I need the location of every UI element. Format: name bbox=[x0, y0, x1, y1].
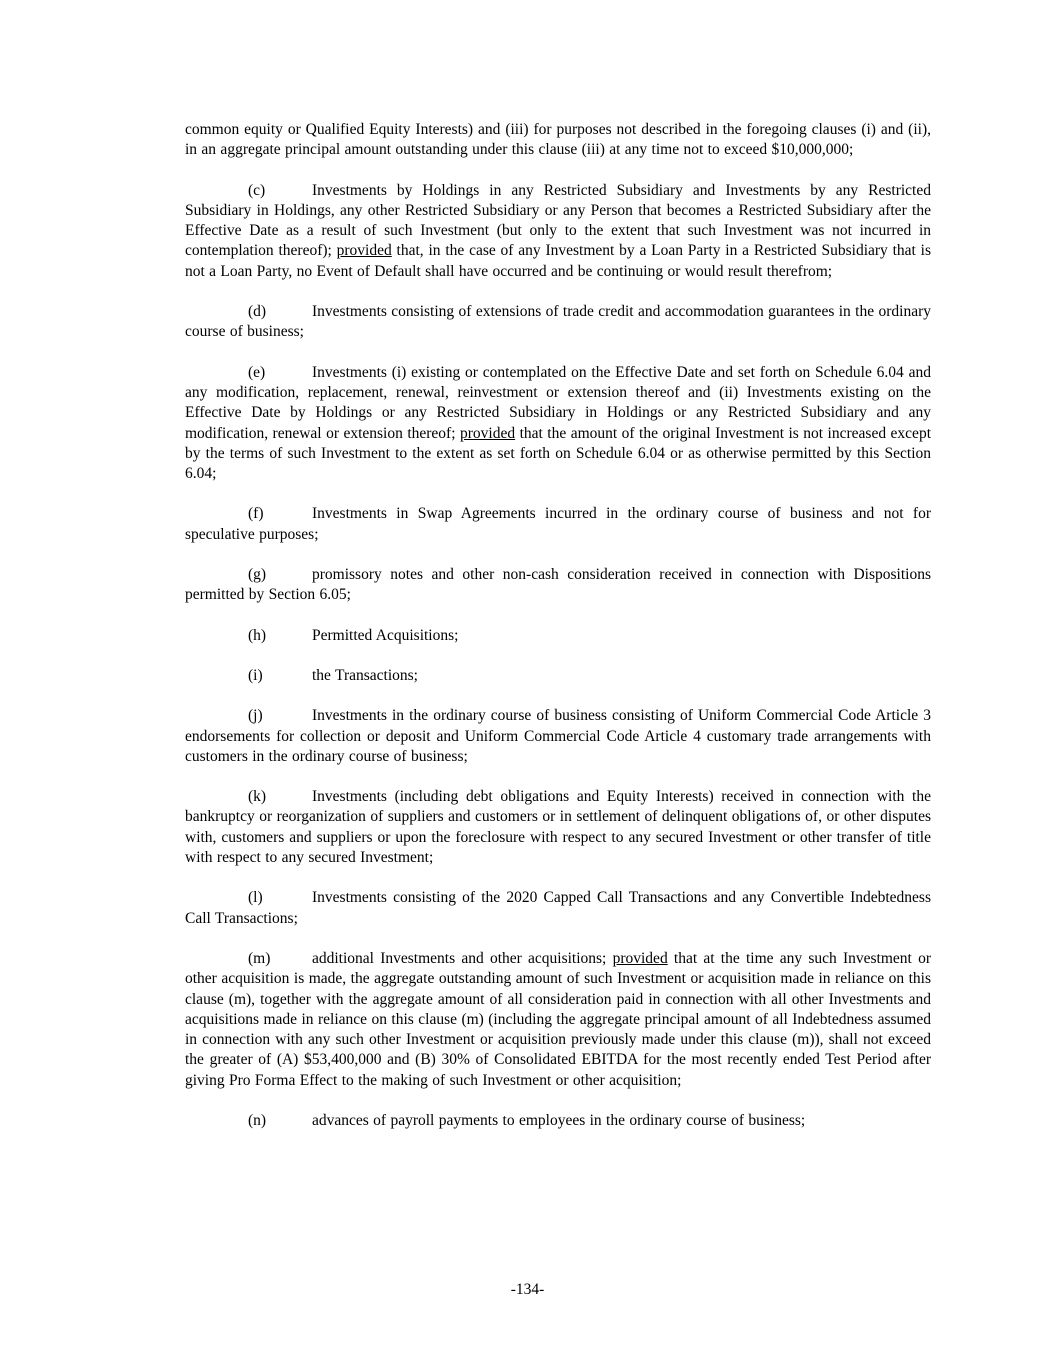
clause-paragraph bbox=[185, 888, 931, 929]
clause-label: (c) bbox=[248, 181, 266, 199]
text-run: additional Investments and other acquisitions; bbox=[312, 949, 613, 967]
text-run: Investments by Holdings in any Restricted Subsidiary and Investments by any Restricted Subsidiary in Holdings, any other Restricted Subsidiary or any Person that becomes a Restricted Subsidiary after the Effective Date as a result of such Investment (but only to the extent that such Investment was not incurred in contemplation thereof); bbox=[185, 181, 931, 260]
text-run: advances of payroll payments to employees in the ordinary course of business; bbox=[312, 1111, 806, 1129]
clause-label: (n) bbox=[248, 1111, 267, 1129]
underlined-term: provided bbox=[336, 242, 392, 260]
text-run: Investments (i) existing or contemplated on the Effective Date and set forth on Schedule 6.04 and any modification, replacement, renewal, reinvestment or extension thereof and (ii) Investments existing on the Effective Date by Holdings or any Restricted Subsidiary in Holdings or any Restricted Subsidiary and any modification, renewal or extension thereof; bbox=[185, 363, 931, 442]
clause-paragraph bbox=[185, 787, 931, 868]
text-run: that, in the case of any Investment by a Loan Party in a Restricted Subsidiary that is not a Loan Party, no Event of Default shall have occurred and be continuing or would result therefrom; bbox=[185, 242, 931, 280]
text-run: promissory notes and other non-cash consideration received in connection with Dispositions permitted by Section 6.05; bbox=[185, 566, 931, 604]
clause-paragraph bbox=[185, 626, 931, 646]
clause-label: (h) bbox=[248, 626, 267, 644]
page-number: -134- bbox=[510, 1281, 545, 1298]
clause-paragraph bbox=[185, 181, 931, 282]
clause-paragraph bbox=[185, 706, 931, 767]
clause-paragraph bbox=[185, 363, 931, 485]
text-run: that the amount of the original Investment is not increased except by the terms of such Investment to the extent as set forth on Schedule 6.04 or as otherwise permitted by this Section 6.04; bbox=[185, 424, 931, 483]
clause-paragraph bbox=[185, 565, 931, 606]
clause-label: (g) bbox=[248, 566, 267, 584]
clause-paragraph bbox=[185, 302, 931, 343]
text-run: Permitted Acquisitions; bbox=[312, 626, 459, 644]
clause-label: (f) bbox=[248, 505, 264, 523]
text-run: that at the time any such Investment or other acquisition is made, the aggregate outstanding amount of such Investment or acquisition made in reliance on this clause (m), together with the aggregate amount of all consideration paid in connection with all other Investments and acquisitions made in reliance on this clause (m) (including the aggregate principal amount of all Indebtedness assumed in connection with any such other Investment or acquisition previously made under this clause (m)), shall not exceed the greater of (A) $53,400,000 and (B) 30% of Consolidated EBITDA for the most recently ended Test Period after giving Pro Forma Effect to the making of such Investment or other acquisition; bbox=[185, 949, 931, 1089]
body-paragraph bbox=[185, 120, 931, 161]
clause-label: (i) bbox=[248, 666, 263, 684]
clause-paragraph bbox=[185, 949, 931, 1091]
text-run: Investments in Swap Agreements incurred in the ordinary course of business and not for speculative purposes; bbox=[185, 505, 931, 543]
clause-label: (k) bbox=[248, 788, 267, 806]
document-body bbox=[185, 120, 931, 1151]
clause-label: (m) bbox=[248, 949, 271, 967]
underlined-term: provided bbox=[612, 949, 668, 967]
clause-label: (j) bbox=[248, 707, 263, 725]
clause-label: (e) bbox=[248, 363, 266, 381]
text-run: Investments (including debt obligations and Equity Interests) received in connection with the bankruptcy or reorganization of suppliers and customers or in settlement of delinquent obligations of, or other disputes with, customers and suppliers or upon the foreclosure with respect to any secured Investment or other transfer of title with respect to any secured Investment; bbox=[185, 788, 931, 867]
clause-paragraph bbox=[185, 504, 931, 545]
clause-paragraph bbox=[185, 1111, 931, 1131]
text-run: Investments in the ordinary course of business consisting of Uniform Commercial Code Article 3 endorsements for collection or deposit and Uniform Commercial Code Article 4 customary trade arrangements with customers in the ordinary course of business; bbox=[185, 707, 931, 765]
text-run: Investments consisting of extensions of trade credit and accommodation guarantees in the ordinary course of business; bbox=[185, 303, 931, 341]
text-run: the Transactions; bbox=[312, 666, 418, 684]
text-run: Investments consisting of the 2020 Capped Call Transactions and any Convertible Indebtedness Call Transactions; bbox=[185, 889, 931, 927]
text-run: common equity or Qualified Equity Interests) and (iii) for purposes not described in the foregoing clauses (i) and (ii), in an aggregate principal amount outstanding under this clause (iii) at any time not to exceed $10,000,000; bbox=[185, 121, 931, 159]
clause-paragraph bbox=[185, 666, 931, 686]
clause-label: (l) bbox=[248, 889, 263, 907]
underlined-term: provided bbox=[460, 424, 516, 442]
clause-label: (d) bbox=[248, 303, 267, 321]
